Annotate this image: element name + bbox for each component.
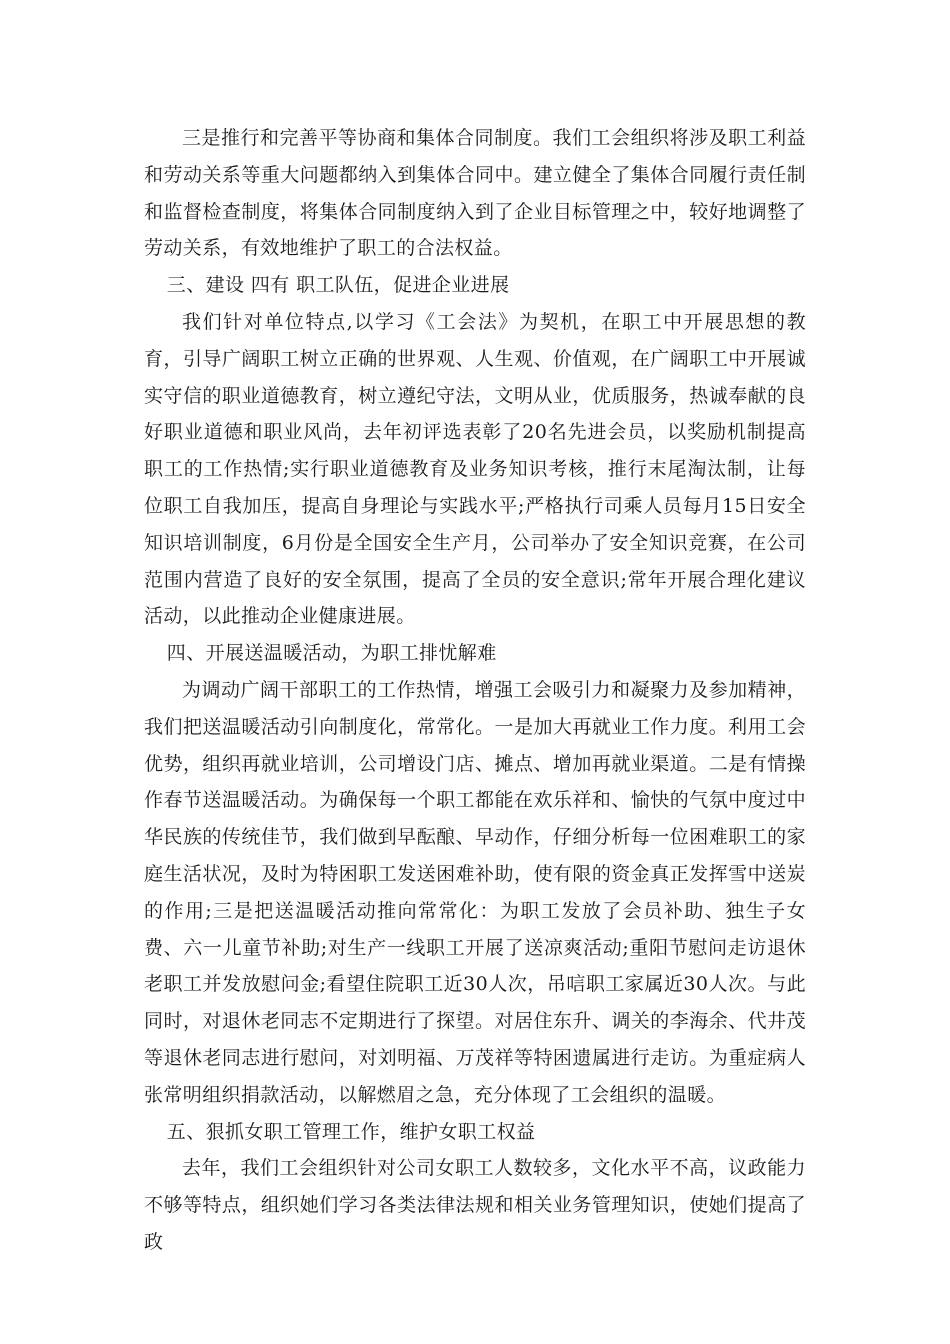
document-page	[144, 120, 806, 1261]
paragraph-collective-contract: 三是推行和完善平等协商和集体合同制度。我们工会组织将涉及职工利益和劳动关系等重大问题都纳入到集体合同中。建立健全了集体合同履行责任制和监督检查制度，将集体合同制度纳入到了企业目标管理之中，较好地调整了劳动关系，有效地维护了职工的合法权益。	[144, 127, 806, 260]
paragraph-female-workers: 去年，我们工会组织针对公司女职工人数较多，文化水平不高，议政能力不够等特点，组织她们学习各类法律法规和相关业务管理知识，使她们提高了政	[144, 1157, 806, 1253]
section-heading-5: 五、狠抓女职工管理工作，维护女职工权益	[166, 1120, 536, 1143]
section-heading-3: 三、建设 四有 职工队伍，促进企业进展	[166, 274, 510, 297]
section-heading-4: 四、开展送温暖活动，为职工排忧解难	[166, 642, 497, 665]
paragraph-warmth: 为调动广阔干部职工的工作热情，增强工会吸引力和凝聚力及参加精神，我们把送温暖活动引向制度化，常常化。一是加大再就业工作力度。利用工会优势，组织再就业培训，公司增设门店、摊点、增加再就业渠道。二是有情操作春节送温暖活动。为确保每一个职工都能在欢乐祥和、愉快的气氛中度过中华民族的传统佳节，我们做到早酝酿、早动作，仔细分析每一位困难职工的家庭生活状况，及时为特困职工发送困难补助，使有限的资金真正发挥雪中送炭的作用;三是把送温暖活动推向常常化：为职工发放了会员补助、独生子女费、六一儿童节补助;对生产一线职工开展了送凉爽活动;重阳节慰问走访退休老职工并发放慰问金;看望住院职工近30人次，吊唁职工家属近30人次。与此同时，对退休老同志不定期进行了探望。对居住东升、调关的李海余、代井茂等退休老同志进行慰问，对刘明福、万茂祥等特困遗属进行走访。为重症病人张常明组织捐款活动，以解燃眉之急，充分体现了工会组织的温暖。	[144, 678, 806, 1106]
paragraph-workforce: 我们针对单位特点,以学习《工会法》为契机，在职工中开展思想的教育，引导广阔职工树立正确的世界观、人生观、价值观，在广阔职工中开展诚实守信的职业道德教育，树立遵纪守法，文明从业，优质服务，热诚奉献的良好职业道德和职业风尚，去年初评选表彰了20名先进会员，以奖励机制提高职工的工作热情;实行职业道德教育及业务知识考核，推行末尾淘汰制，让每位职工自我加压，提高自身理论与实践水平;严格执行司乘人员每月15日安全知识培训制度，6月份是全国安全生产月，公司举办了安全知识竞赛，在公司范围内营造了良好的安全氛围，提高了全员的安全意识;常年开展合理化建议活动，以此推动企业健康进展。	[144, 310, 806, 628]
